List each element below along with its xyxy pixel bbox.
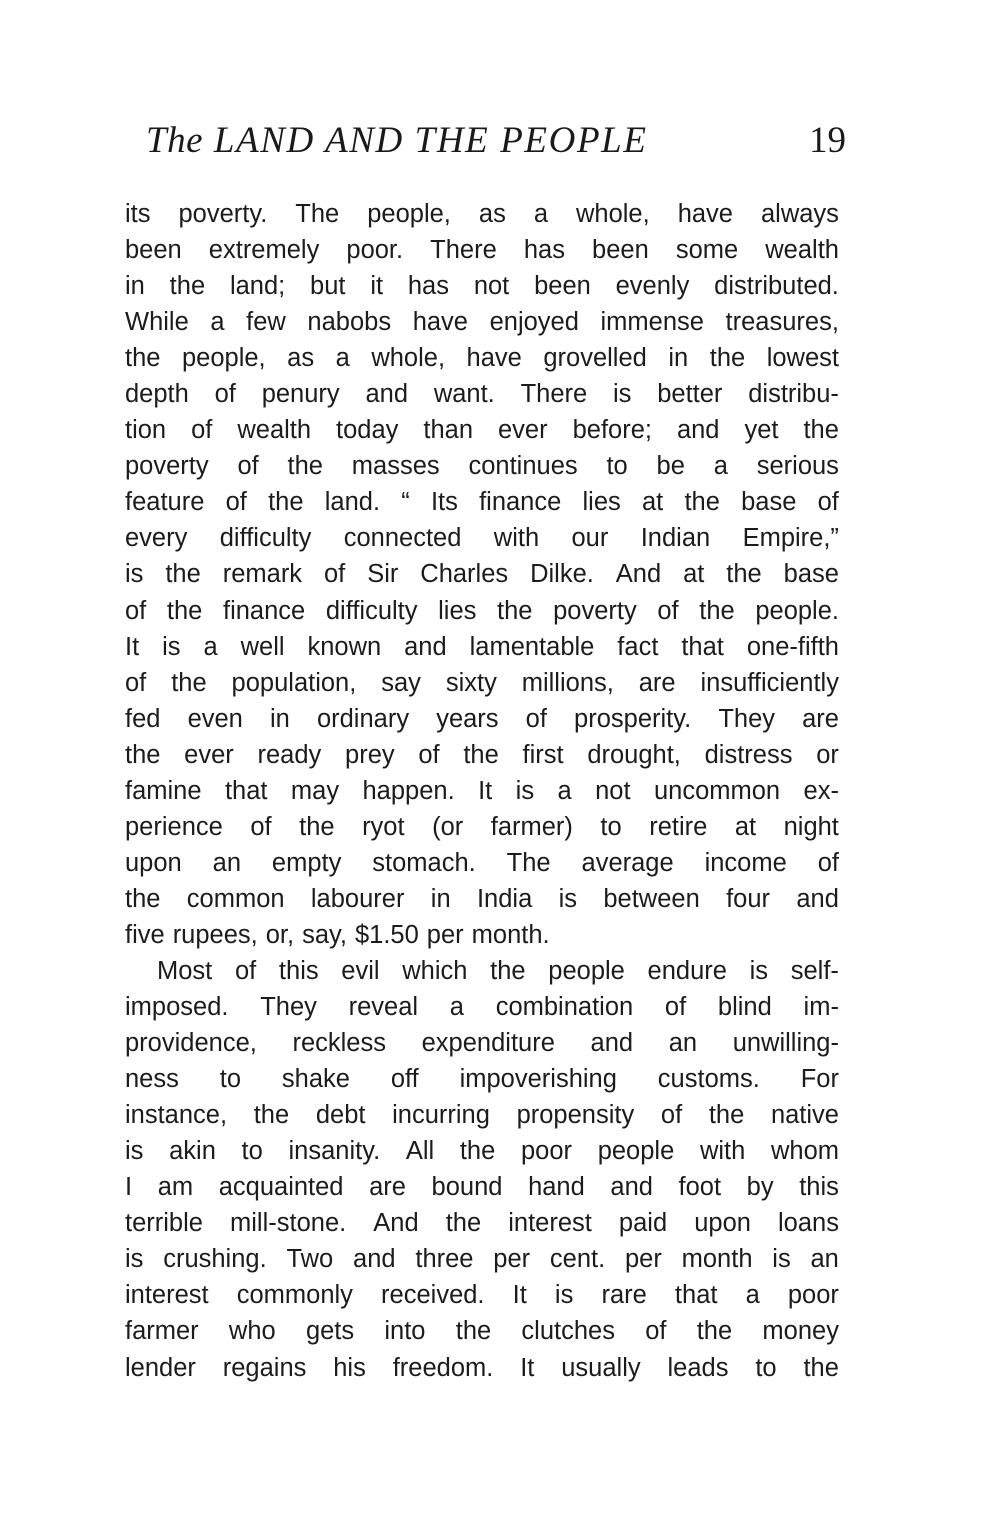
text-line: instance, the debt incurring propensity of the native — [125, 1101, 839, 1130]
page-number: 19 — [809, 120, 846, 161]
text-line: in the land; but it has not been evenly distributed. — [125, 272, 839, 301]
text-line: providence, reckless expenditure and an unwilling- — [125, 1029, 839, 1058]
text-line: interest commonly received. It is rare that a poor — [125, 1281, 839, 1310]
running-head — [146, 116, 846, 166]
text-line: is akin to insanity. All the poor people with whom — [125, 1137, 839, 1166]
text-line: terrible mill-stone. And the interest paid upon loans — [125, 1209, 839, 1238]
text-line: been extremely poor. There has been some wealth — [125, 236, 839, 265]
text-line: fed even in ordinary years of prosperity. They are — [125, 704, 839, 733]
text-line: the people, as a whole, have grovelled in the lowest — [125, 344, 839, 373]
text-line: While a few nabobs have enjoyed immense treasures, — [125, 308, 839, 337]
running-head-title: LAND AND THE PEOPLE — [213, 120, 648, 161]
text-line: the ever ready prey of the first drought, distress or — [125, 740, 839, 769]
text-line: It is a well known and lamentable fact that one-fifth — [125, 632, 839, 661]
text-line: of the population, say sixty millions, are insufficiently — [125, 668, 839, 697]
text-line: depth of penury and want. There is better distribu- — [125, 380, 839, 409]
paragraph — [125, 953, 839, 1386]
text-line: Most of this evil which the people endure is self- — [157, 956, 839, 985]
text-line: lender regains his freedom. It usually leads to the — [125, 1353, 839, 1382]
text-line: ness to shake off impoverishing customs. For — [125, 1065, 839, 1094]
text-line: perience of the ryot (or farmer) to retire at night — [125, 812, 839, 841]
text-line: its poverty. The people, as a whole, have always — [125, 200, 839, 228]
text-line: poverty of the masses continues to be a serious — [125, 452, 839, 481]
text-line: imposed. They reveal a combination of blind im- — [125, 993, 839, 1022]
text-line: of the finance difficulty lies the poverty of the people. — [125, 596, 839, 625]
text-line: five rupees, or, say, $1.50 per month. — [125, 920, 550, 949]
text-line: upon an empty stomach. The average income of — [125, 848, 839, 877]
text-line: is the remark of Sir Charles Dilke. And at the base — [125, 560, 839, 589]
text-line: tion of wealth today than ever before; and yet the — [125, 416, 839, 445]
text-line: every difficulty connected with our Indian Empire,” — [125, 524, 839, 553]
paragraph — [125, 196, 839, 953]
text-line: is crushing. Two and three per cent. per month is an — [125, 1245, 839, 1274]
text-line: farmer who gets into the clutches of the money — [125, 1317, 839, 1346]
body-text — [125, 196, 839, 1386]
text-line: feature of the land. “ Its finance lies at the base of — [125, 488, 839, 517]
text-line: I am acquainted are bound hand and foot by this — [125, 1173, 839, 1202]
text-line: the common labourer in India is between four and — [125, 884, 839, 913]
running-head-the: The — [146, 120, 203, 161]
text-line: famine that may happen. It is a not uncommon ex- — [125, 776, 839, 805]
